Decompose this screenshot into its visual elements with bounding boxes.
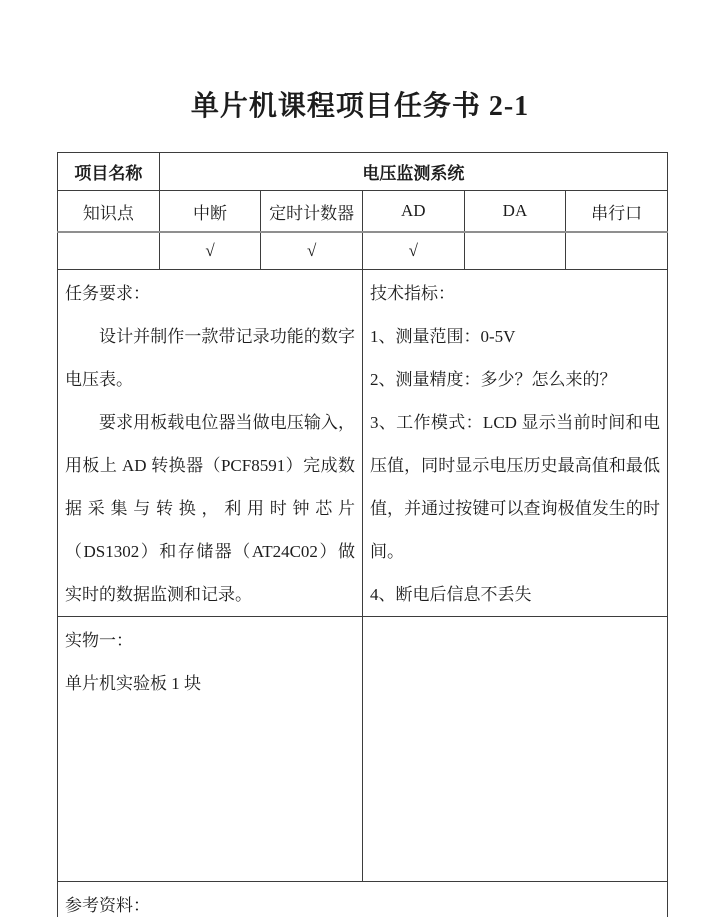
task-requirements-heading: 任务要求： [65, 284, 150, 303]
materials-row [58, 617, 668, 882]
project-name-row [58, 153, 668, 191]
requirements-specs-row [58, 270, 668, 617]
technical-specs-cell [362, 270, 667, 617]
task-sheet-table [57, 152, 668, 917]
knowledge-points-label: 知识点 [58, 191, 160, 233]
knowledge-points-header-row [58, 191, 668, 233]
check-cell-serial-empty [566, 232, 668, 270]
references-cell [58, 882, 668, 917]
materials-empty-cell [362, 617, 667, 882]
technical-specs-heading: 技术指标： [369, 284, 455, 303]
task-requirements-paragraph-2: 要求用板载电位器当做电压输入，用板上 AD 转换器（PCF8591）完成数据采集与转换，利用时钟芯片（DS1302）和存储器（AT24C02）做实时的数据监测和记录。 [65, 413, 355, 604]
knowledge-column-da: DA [464, 191, 566, 233]
technical-spec-item-4: 4、断电后信息不丢失 [369, 585, 532, 604]
project-name-label: 项目名称 [58, 153, 160, 191]
checkmark-ad: √ [362, 232, 464, 270]
references-row [58, 882, 668, 917]
task-requirements-cell [58, 270, 363, 617]
materials-heading: 实物一： [65, 631, 133, 650]
knowledge-column-ad: AD [362, 191, 464, 233]
check-cell-da-empty [464, 232, 566, 270]
project-name-value: 电压监测系统 [159, 153, 667, 191]
knowledge-column-timer-counter: 定时计数器 [261, 191, 363, 233]
materials-line: 单片机实验板 1 块 [65, 674, 201, 693]
task-requirements-paragraph-1: 设计并制作一款带记录功能的数字电压表。 [65, 327, 355, 389]
check-cell-empty [58, 232, 160, 270]
knowledge-column-interrupt: 中断 [159, 191, 261, 233]
checkmark-timer-counter: √ [261, 232, 363, 270]
knowledge-checkmarks-row [58, 232, 668, 270]
references-heading: 参考资料： [65, 896, 150, 915]
technical-spec-item-2: 2、测量精度：多少？怎么来的？ [369, 370, 617, 389]
materials-cell [58, 617, 363, 882]
checkmark-interrupt: √ [159, 232, 261, 270]
technical-spec-item-3: 3、工作模式：LCD 显示当前时间和电压值，同时显示电压历史最高值和最低值，并通过按键可以查询极值发生的时间。 [369, 413, 660, 561]
document-title: 单片机课程项目任务书 2-1 [190, 91, 530, 122]
technical-spec-item-1: 1、测量范围：0-5V [369, 327, 516, 346]
knowledge-column-serial-port: 串行口 [566, 191, 668, 233]
